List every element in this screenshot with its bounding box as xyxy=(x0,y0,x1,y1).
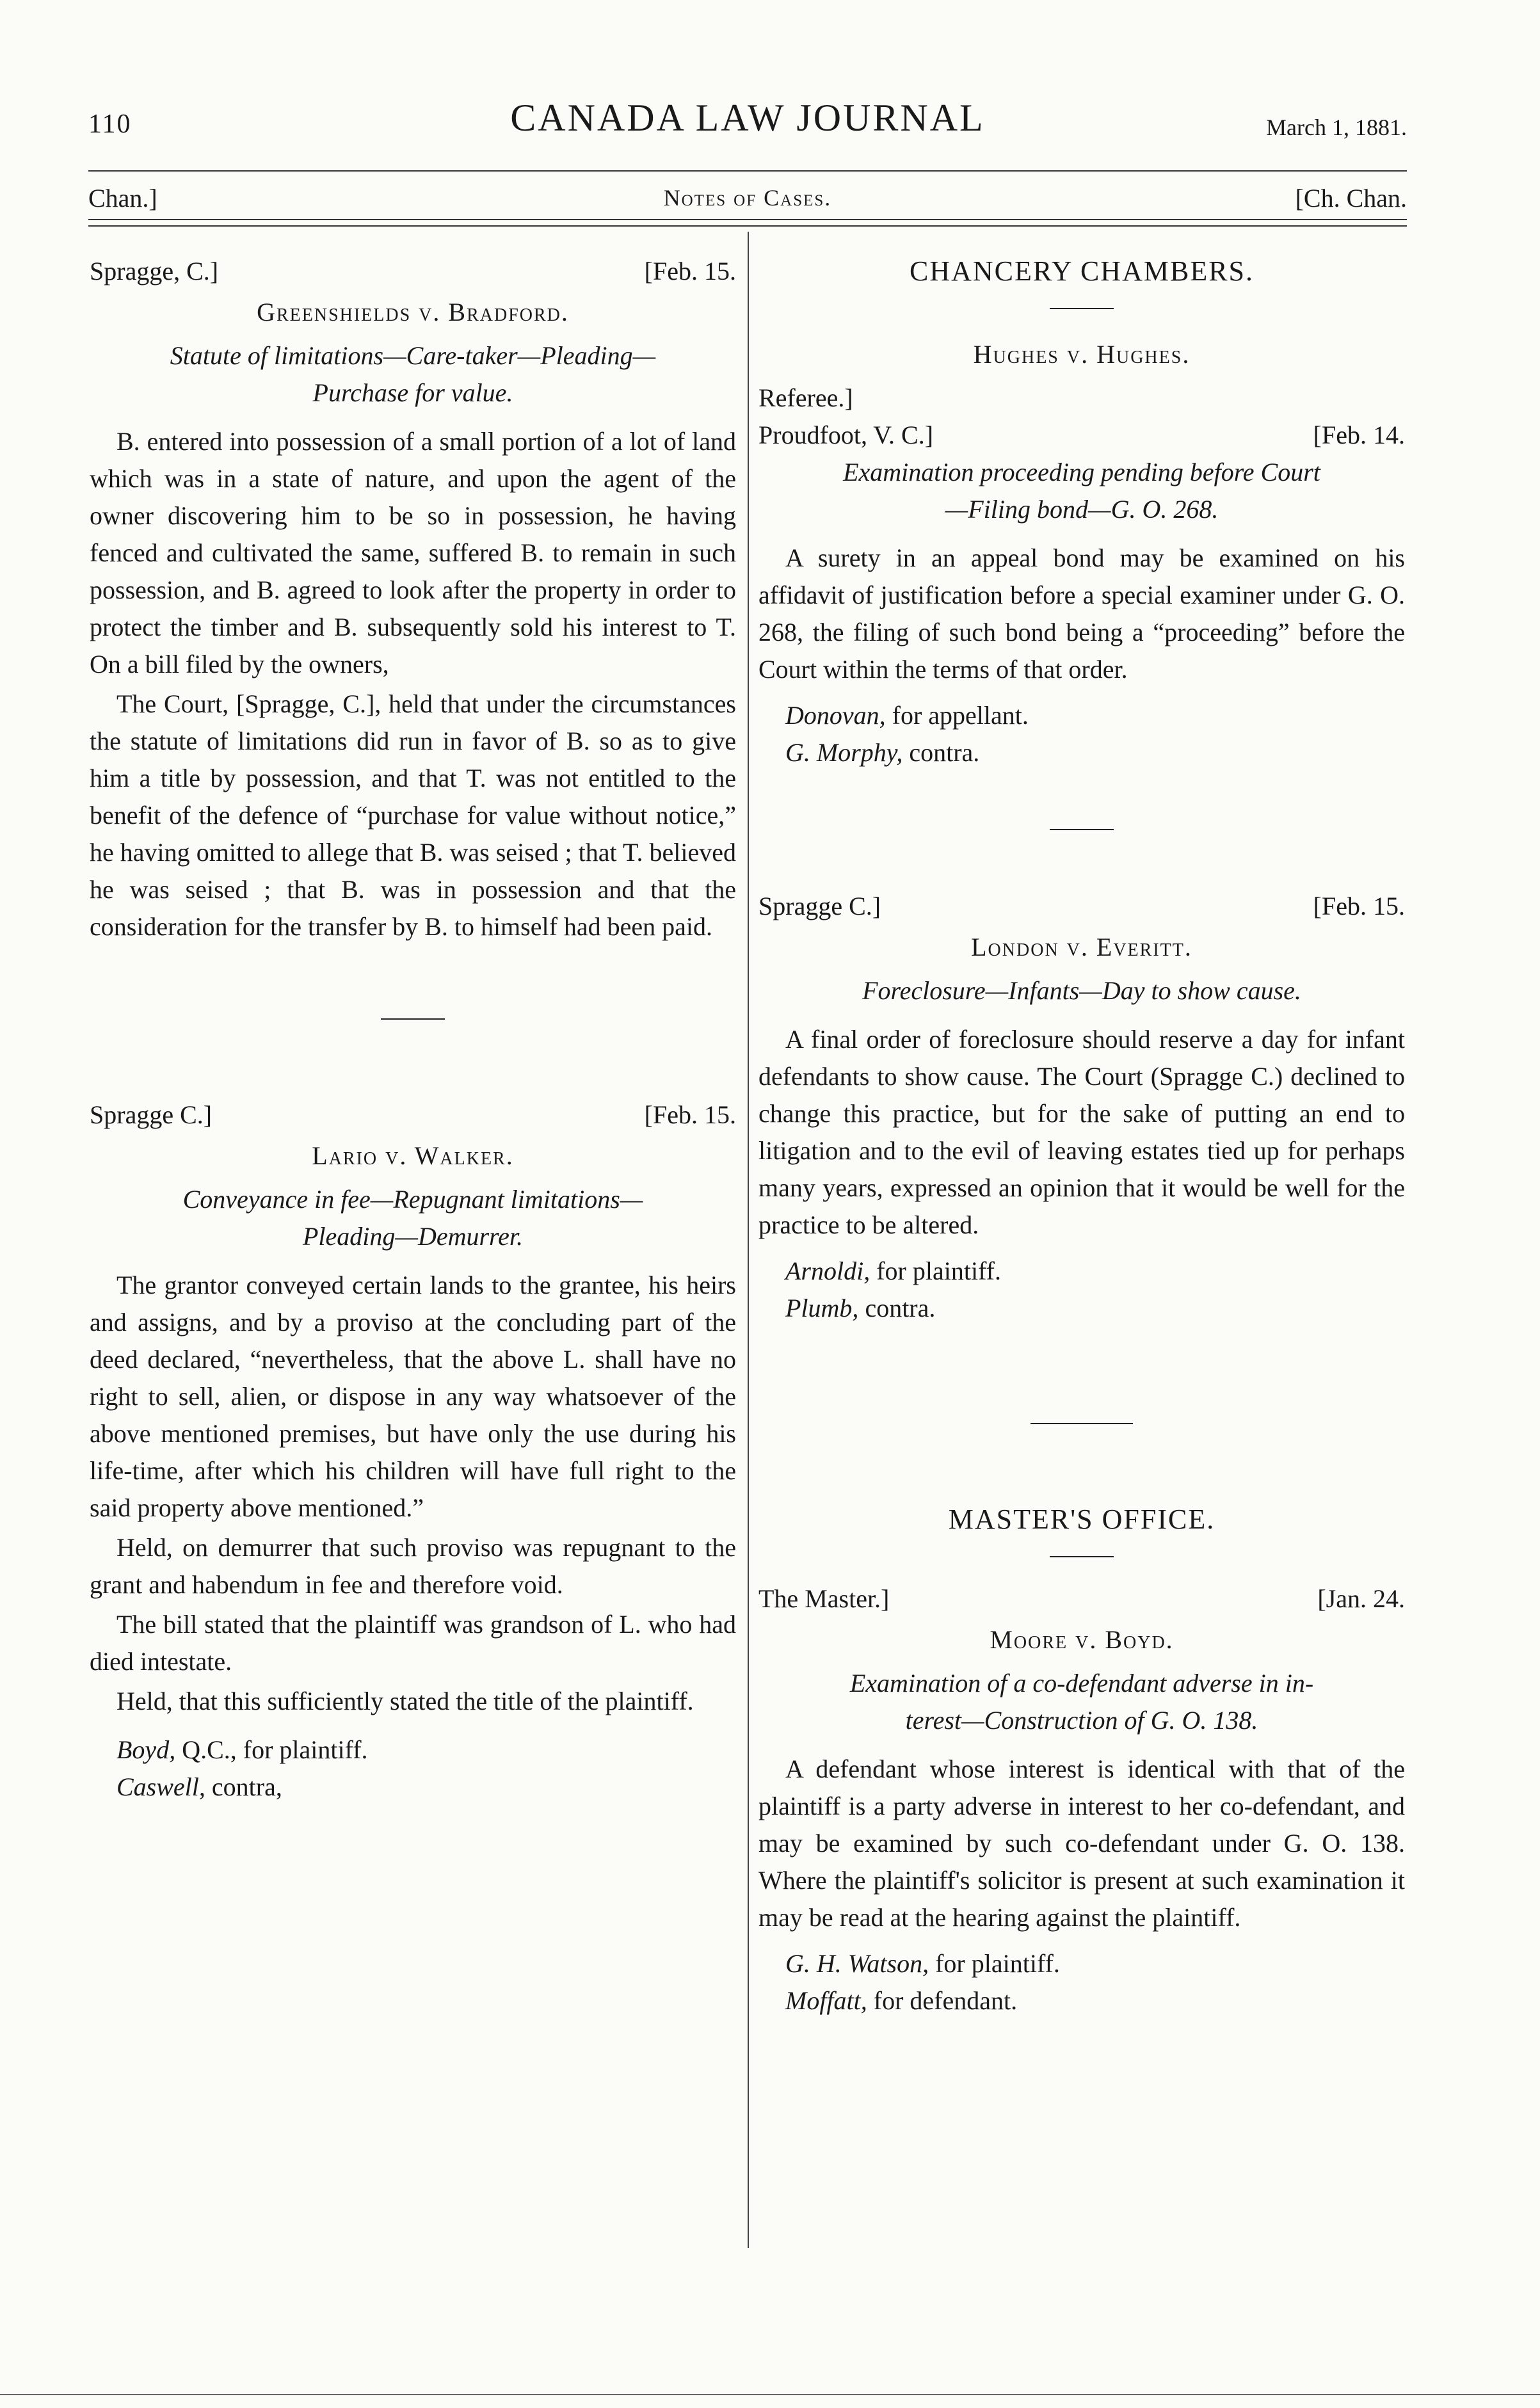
judge: Proudfoot, V. C.] xyxy=(758,421,934,449)
case-greenshields-v-bradford xyxy=(90,253,736,945)
case-heading-line xyxy=(90,1096,736,1134)
section-subheader xyxy=(88,179,1407,218)
counsel-name: G. Morphy, xyxy=(785,738,903,767)
header-rule xyxy=(88,170,1407,172)
court-label: Referee.] xyxy=(758,383,853,412)
journal-title: CANADA LAW JOURNAL xyxy=(510,97,985,139)
counsel-line xyxy=(90,1769,736,1806)
case-paragraph: A surety in an appeal bond may be examined on his affidavit of justification before a special examiner under G. O. 268, the filing of such bond being a “proceeding” before the Court within the terms of that order. xyxy=(758,543,1405,684)
counsel-role: contra, xyxy=(211,1772,282,1801)
case-subject xyxy=(90,337,736,412)
left-column xyxy=(90,253,736,1806)
counsel-name: Arnoldi, xyxy=(785,1256,870,1285)
counsel-name: Moffatt, xyxy=(785,1986,867,2015)
case-subject-line-2: Pleading—Demurrer. xyxy=(302,1222,524,1251)
counsel-role: for plaintiff. xyxy=(876,1256,1001,1285)
case-subject-line-2: —Filing bond—G. O. 268. xyxy=(945,495,1219,524)
counsel-role: contra. xyxy=(865,1294,936,1322)
case-heading-line xyxy=(90,253,736,290)
counsel-role: for plaintiff. xyxy=(935,1949,1060,1978)
counsel-role: for defendant. xyxy=(873,1986,1018,2015)
decision-date: [Feb. 15. xyxy=(1313,892,1405,920)
counsel-name: G. H. Watson, xyxy=(785,1949,929,1978)
counsel-line xyxy=(758,1253,1405,1290)
case-paragraph: The grantor conveyed certain lands to the grantee, his heirs and assigns, and by a proviso at the concluding part of the deed declared, “nevertheless, that the above L. shall have no right to sell, alien, or dispose in any way whatsoever of the above mentioned premises, but have only the use during his life-time, after which his children will have full right to the said property above mentioned.” xyxy=(90,1271,736,1522)
judge: Spragge C.] xyxy=(758,892,881,920)
case-hughes-v-hughes xyxy=(758,336,1405,771)
case-paragraph: A final order of foreclosure should reserve a day for infant defendants to show cause. The Court (Spragge C.) declined to change this practice, but for the sake of putting an end to litigation and to the evil of leaving estates tied up for perhaps many years, expressed an opinion that it would be well for the practice to be altered. xyxy=(758,1025,1405,1239)
left-section-tag: Chan.] xyxy=(88,184,157,213)
case-london-v-everitt xyxy=(758,888,1405,1327)
case-subject-line-2: Purchase for value. xyxy=(312,378,513,407)
page-number: 110 xyxy=(88,109,132,139)
case-lario-v-walker xyxy=(90,1096,736,1806)
case-title: London v. Everitt. xyxy=(971,933,1192,961)
counsel-name: Donovan, xyxy=(785,701,886,730)
case-title: Hughes v. Hughes. xyxy=(973,340,1191,369)
counsel-name: Plumb, xyxy=(785,1294,859,1322)
section-title: Notes of Cases. xyxy=(663,185,832,211)
case-subject-line-1: Examination proceeding pending before Court xyxy=(843,458,1320,486)
case-paragraph: The bill stated that the plaintiff was grandson of L. who had died intestate. xyxy=(90,1610,736,1676)
case-title: Greenshields v. Bradford. xyxy=(257,298,569,326)
decision-date: [Feb. 15. xyxy=(644,1100,736,1129)
decision-date: [Jan. 24. xyxy=(1317,1584,1405,1613)
case-heading-line xyxy=(758,417,1405,454)
counsel-name: Boyd, xyxy=(116,1735,176,1764)
case-paragraph: B. entered into possession of a small portion of a lot of land which was in a state of nature, and upon the agent of the owner discovering him to be so in possession, he having fenced and cultivated the same, suffered B. to remain in such possession, and B. agreed to look after the property in order to protect the timber and B. subsequently sold his interest to T. On a bill filed by the owners, xyxy=(90,427,736,678)
counsel-line xyxy=(758,697,1405,734)
right-section-tag: [Ch. Chan. xyxy=(1295,184,1407,213)
case-paragraph: Held, on demurrer that such proviso was repugnant to the grant and habendum in fee and therefore void. xyxy=(90,1533,736,1599)
case-paragraph: Held, that this sufficiently stated the title of the plaintiff. xyxy=(116,1687,694,1715)
case-paragraph: The Court, [Spragge, C.], held that under the circumstances the statute of limitations did run in favor of B. so as to give him a title by possession, and that T. was not entitled to the benefit of the defence of “purchase for value without notice,” he having omitted to allege that B. was seised ; that T. believed he was seised ; that B. was in possession and that the consideration for the transfer by B. to himself had been paid. xyxy=(90,689,736,941)
page-bottom-rule xyxy=(0,2394,1540,2395)
case-title: Moore v. Boyd. xyxy=(990,1625,1174,1654)
case-subject-line-2: terest—Construction of G. O. 138. xyxy=(905,1706,1258,1735)
right-column xyxy=(758,253,1405,2019)
running-head xyxy=(88,96,1407,154)
counsel-line xyxy=(758,734,1405,771)
issue-date: March 1, 1881. xyxy=(1266,115,1407,140)
judge: Spragge C.] xyxy=(90,1100,213,1129)
case-heading-line xyxy=(758,1580,1405,1617)
column-divider xyxy=(748,232,749,2248)
section-heading-chancery-chambers: CHANCERY CHAMBERS. xyxy=(909,255,1255,287)
section-heading-masters-office: MASTER'S OFFICE. xyxy=(948,1504,1215,1535)
case-subject-line-1: Foreclosure—Infants—Day to show cause. xyxy=(862,976,1301,1005)
case-subject xyxy=(90,1181,736,1255)
subheader-rule xyxy=(88,219,1407,220)
counsel-role: contra. xyxy=(909,738,980,767)
counsel-name: Caswell, xyxy=(116,1772,205,1801)
counsel-line xyxy=(758,1982,1405,2019)
counsel-line xyxy=(758,1945,1405,1982)
case-subject-line-1: Conveyance in fee—Repugnant limitations— xyxy=(182,1185,643,1214)
case-paragraph: A defendant whose interest is identical with that of the plaintiff is a party adverse in interest to her co-defendant, and may be examined by such co-defendant under G. O. 138. Where the plaintiff's solicitor is present at such examination it may be read at the hearing against the plaintiff. xyxy=(758,1754,1405,1932)
counsel-line xyxy=(90,1731,736,1769)
decision-date: [Feb. 15. xyxy=(644,257,736,285)
case-subject xyxy=(758,454,1405,528)
counsel-line xyxy=(758,1290,1405,1327)
case-subject xyxy=(758,972,1405,1009)
case-subject-line-1: Statute of limitations—Care-taker—Pleading— xyxy=(170,341,656,370)
decision-date: [Feb. 14. xyxy=(1313,421,1405,449)
counsel-role: Q.C., for plaintiff. xyxy=(182,1735,368,1764)
case-subject-line-1: Examination of a co-defendant adverse in in- xyxy=(849,1669,1314,1698)
judge: Spragge, C.] xyxy=(90,257,219,285)
case-heading-line xyxy=(758,888,1405,925)
case-moore-v-boyd xyxy=(758,1580,1405,2019)
counsel-role: for appellant. xyxy=(892,701,1029,730)
case-title: Lario v. Walker. xyxy=(312,1141,514,1170)
subheader-rule-second xyxy=(88,225,1407,227)
judge: The Master.] xyxy=(758,1584,890,1613)
case-subject xyxy=(758,1665,1405,1739)
